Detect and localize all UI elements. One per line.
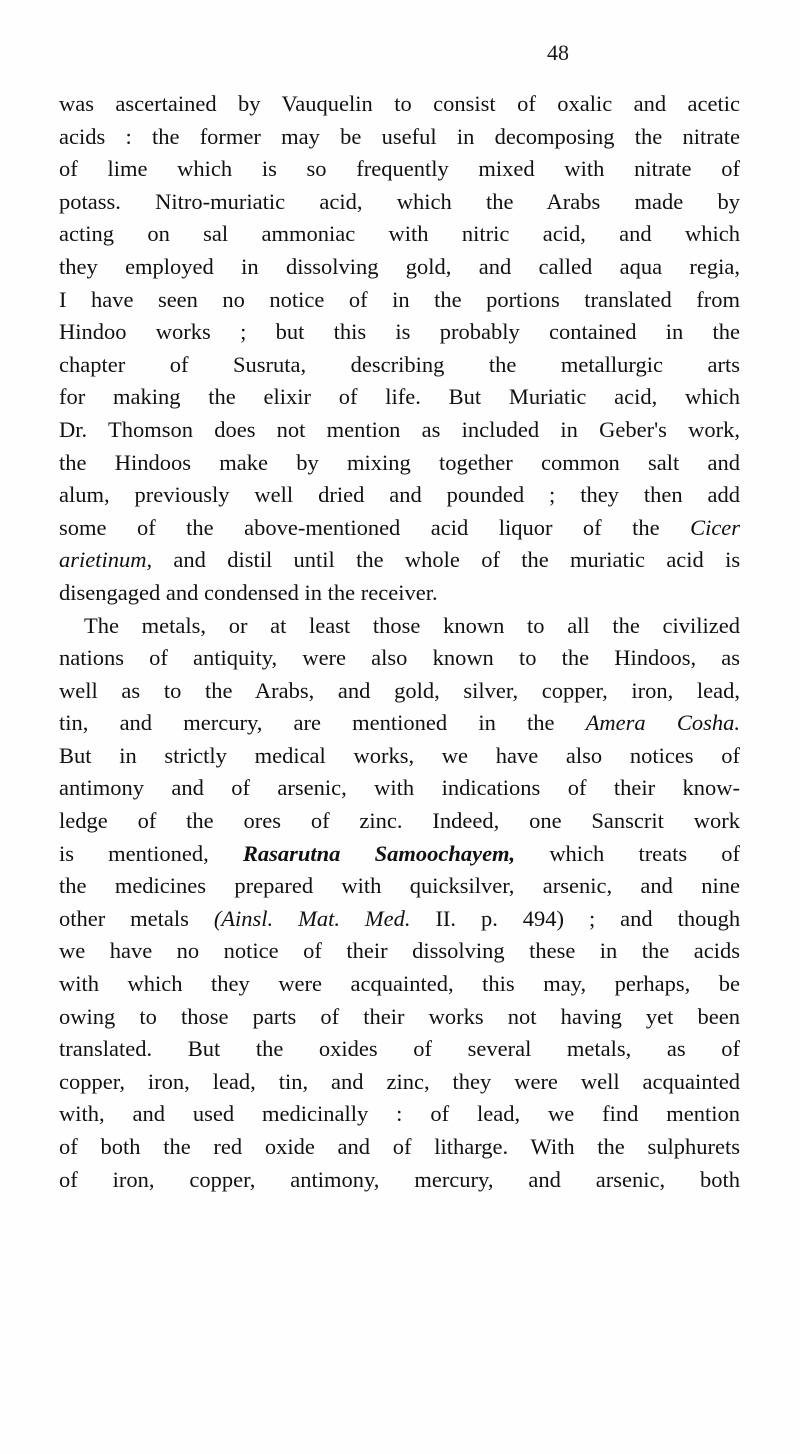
text-line: chapter of Susruta, describing the metallurgic arts bbox=[59, 351, 740, 377]
text-line: other metals (Ainsl. Mat. Med. II. p. 494) ; and though bbox=[59, 905, 741, 931]
text-line: of lime which is so frequently mixed with nitrate of bbox=[59, 156, 740, 182]
text-line: The metals, or at least those known to all the civilized bbox=[84, 612, 740, 638]
text-line: owing to those parts of their works not having yet been bbox=[59, 1003, 740, 1029]
text-line: with which they were acquainted, this may, perhaps, be bbox=[59, 971, 740, 997]
text-line: Dr. Thomson does not mention as included in Geber's work, bbox=[59, 416, 740, 442]
text-line: But in strictly medical works, we have also notices of bbox=[59, 742, 740, 768]
text-line: they employed in dissolving gold, and called aqua regia, bbox=[59, 253, 740, 279]
text-line: alum, previously well dried and pounded ; they then add bbox=[59, 482, 740, 508]
text-line: of iron, copper, antimony, mercury, and arsenic, both bbox=[59, 1166, 740, 1192]
text-line: ledge of the ores of zinc. Indeed, one Sanscrit work bbox=[59, 808, 740, 834]
text-line: translated. But the oxides of several metals, as of bbox=[59, 1036, 740, 1062]
text-line: arietinum, and distil until the whole of the muriatic acid is bbox=[59, 547, 741, 573]
text-line: I have seen no notice of in the portions translated from bbox=[59, 286, 740, 312]
text-line: Hindoo works ; but this is probably contained in the bbox=[59, 319, 740, 345]
page-number: 48 bbox=[547, 40, 569, 65]
text-line: antimony and of arsenic, with indications of their know- bbox=[59, 775, 740, 801]
text-line: with, and used medicinally : of lead, we find mention bbox=[59, 1101, 740, 1127]
text-line: for making the elixir of life. But Muriatic acid, which bbox=[59, 384, 740, 410]
text-line: of both the red oxide and of litharge. With the sulphurets bbox=[59, 1134, 740, 1159]
text-line: potass. Nitro-muriatic acid, which the Arabs made by bbox=[59, 188, 740, 214]
text-line: is mentioned, Rasarutna Samoochayem, which treats of bbox=[59, 840, 741, 866]
text-line: was ascertained by Vauquelin to consist of oxalic and acetic bbox=[59, 91, 740, 116]
body-text bbox=[59, 88, 740, 1196]
text-line: acting on sal ammoniac with nitric acid, and which bbox=[59, 221, 740, 247]
text-line: disengaged and condensed in the receiver. bbox=[59, 579, 438, 605]
text-line: tin, and mercury, are mentioned in the Amera Cosha. bbox=[59, 710, 740, 736]
text-line: nations of antiquity, were also known to the Hindoos, as bbox=[59, 645, 740, 671]
text-line: copper, iron, lead, tin, and zinc, they were well acquainted bbox=[59, 1068, 740, 1094]
text-line: acids : the former may be useful in decomposing the nitrate bbox=[59, 123, 740, 149]
text-line: the Hindoos make by mixing together common salt and bbox=[59, 449, 740, 475]
text-line: well as to the Arabs, and gold, silver, copper, iron, lead, bbox=[59, 677, 740, 703]
text-line: the medicines prepared with quicksilver, arsenic, and nine bbox=[59, 873, 740, 899]
text-line: we have no notice of their dissolving these in the acids bbox=[59, 938, 740, 964]
text-line: some of the above-mentioned acid liquor of the Cicer bbox=[59, 514, 741, 540]
